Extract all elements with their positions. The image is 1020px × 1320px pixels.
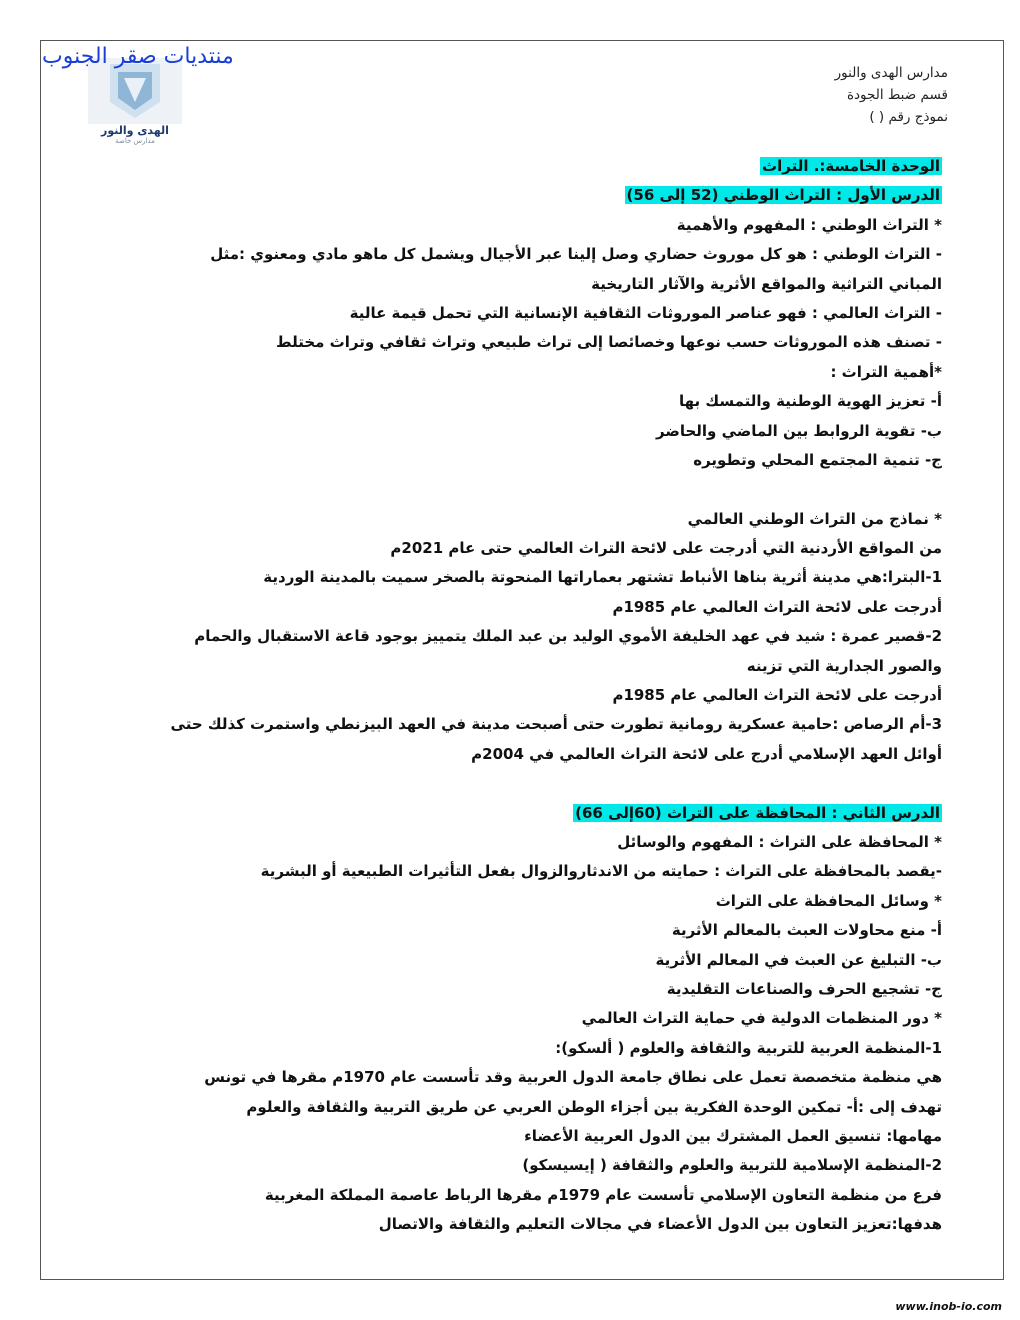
text-line: فرع من منظمة التعاون الإسلامي تأسست عام 1979م مقرها الرباط عاصمة المملكة المغربية	[264, 1185, 942, 1204]
text-line: 2-قصير عمرة : شيد في عهد الخليفة الأموي الوليد بن عبد الملك يتمييز بوجود قاعة الاستقبال والحمام	[194, 627, 942, 646]
text-line: 2-المنظمة الإسلامية للتربية والعلوم والثقافة ( إيسيسكو)	[522, 1156, 942, 1175]
text-line: *أهمية التراث :	[830, 362, 942, 381]
text-line: * وسائل المحافظة على التراث	[715, 891, 942, 910]
text-line: * دور المنظمات الدولية في حماية التراث العالمي	[581, 1009, 942, 1028]
document-body	[130, 152, 942, 1239]
text-line: ب- التبليغ عن العبث في المعالم الأثرية	[655, 950, 942, 969]
text-line: هي منظمة متخصصة تعمل على نطاق جامعة الدول العربية وقد تأسست عام 1970م مقرها في تونس	[204, 1068, 942, 1087]
text-line: - تصنف هذه الموروثات حسب نوعها وخصائصا إلى تراث طبيعي وتراث ثقافي وتراث مختلط	[276, 333, 942, 352]
text-line: أ- منع محاولات العبث بالمعالم الأثرية	[671, 921, 942, 940]
text-line: ج- تشجيع الحرف والصناعات التقليدية	[666, 979, 942, 998]
lesson2-title: الدرس الثاني : المحافظة على التراث (60إلى 66)	[575, 803, 940, 822]
text-line: تهدف إلى :أ- تمكين الوحدة الفكرية بين أجزاء الوطن العربي عن طريق التربية والثقافة والعلوم	[246, 1097, 942, 1116]
text-line: * المحافظة على التراث : المفهوم والوسائل	[617, 832, 942, 851]
text-line: ج- تنمية المجتمع المحلي وتطويره	[693, 450, 942, 469]
unit-title: الوحدة الخامسة:. التراث	[762, 157, 940, 175]
text-line: 1-البترا:هي مدينة أثرية بناها الأنباط تشتهر بعماراتها المنحوتة بالصخر سميت بالمدينة الوردية	[263, 568, 942, 587]
text-line: أوائل العهد الإسلامي أدرج على لائحة التراث العالمي في 2004م	[471, 744, 942, 763]
school-name: مدارس الهدى والنور	[834, 65, 948, 81]
lesson1-title: الدرس الأول : التراث الوطني (52 إلى 56)	[626, 186, 940, 205]
text-line: أدرجت على لائحة التراث العالمي عام 1985م	[612, 686, 942, 705]
text-line: أ- تعزيز الهوية الوطنية والتمسك بها	[678, 392, 942, 411]
text-line: * التراث الوطني : المفهوم والأهمية	[676, 215, 942, 234]
text-line: هدفها:تعزيز التعاون بين الدول الأعضاء في مجالات التعليم والثقافة والاتصال	[378, 1215, 942, 1234]
footer-url: www.inob-io.com	[895, 1300, 1002, 1313]
school-header	[835, 62, 948, 128]
text-line: والصور الجدارية التي تزينه	[746, 656, 942, 675]
forum-watermark: منتديات صقر الجنوب	[42, 44, 234, 69]
text-line: - التراث الوطني : هو كل موروث حضاري وصل إلينا عبر الأجيال ويشمل كل ماهو مادي ومعنوي :مثل	[210, 245, 942, 264]
text-line: المباني التراثية والمواقع الأثرية والآثار التاريخية	[591, 274, 942, 293]
text-line: 3-أم الرصاص :حامية عسكرية رومانية تطورت حتى أصبحت مدينة في العهد البيزنطي واستمرت كذلك حتى	[170, 715, 942, 734]
logo-subtitle: مدارس خاصة	[115, 137, 155, 145]
text-line: من المواقع الأردنية التي أدرجت على لائحة التراث العالمي حتى عام 2021م	[390, 539, 942, 558]
text-line: ب- تقوية الروابط بين الماضي والحاضر	[656, 421, 942, 440]
text-line: أدرجت على لائحة التراث العالمي عام 1985م	[612, 597, 942, 616]
text-line: مهامها: تنسيق العمل المشترك بين الدول العربية الأعضاء	[524, 1126, 942, 1145]
text-line: 1-المنظمة العربية للتربية والثقافة والعلوم ( ألسكو):	[555, 1038, 942, 1057]
logo-name: الهدى والنور	[101, 124, 169, 137]
text-line: -يقصد بالمحافظة على التراث : حمايته من الاندثاروالزوال بفعل التأثيرات الطبيعية أو البشرية	[260, 862, 942, 881]
school-logo	[88, 58, 182, 145]
department-name: قسم ضبط الجودة	[846, 87, 948, 103]
text-line: - التراث العالمي : فهو عناصر الموروثات الثقافية الإنسانية التي تحمل قيمة عالية	[349, 303, 942, 322]
text-line: * نماذج من التراث الوطني العالمي	[687, 509, 942, 528]
form-number: نموذج رقم ( )	[869, 109, 948, 125]
